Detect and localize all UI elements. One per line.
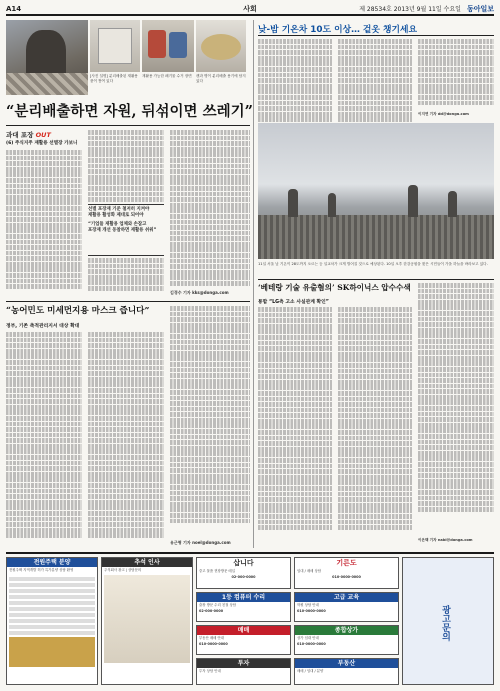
- article-body-col2b: [88, 258, 164, 294]
- pull-quote-box: [88, 204, 164, 256]
- ad-phone: 010-0000-0000: [332, 575, 361, 580]
- photo-caption-3: 캔과 병이 분리배출 용기에 담겨 있다: [196, 74, 246, 83]
- photo-recycled-items: [90, 20, 140, 72]
- pull-quote-line1: 선별 포장재 기준 철저히 지켜야: [88, 207, 150, 212]
- ad-body: 투자 상담 안내: [199, 669, 221, 673]
- article-body-col3: [170, 130, 250, 288]
- article-body-col1: [6, 150, 82, 292]
- ad-title: 투자: [197, 659, 290, 668]
- ad-mall[interactable]: [294, 625, 399, 655]
- divider: [258, 279, 494, 280]
- ad-realestate[interactable]: [294, 658, 399, 685]
- ad-title: 기른도: [336, 559, 357, 567]
- ad-body: 부동산 매매 안내: [199, 636, 225, 640]
- issue-info: 제 28534호 2013년 9월 11일 수요일: [359, 6, 461, 13]
- ad-greeting[interactable]: [101, 557, 193, 685]
- ad-image: [9, 637, 95, 667]
- newspaper-logo: 동아일보: [466, 4, 494, 13]
- ad-phone: 010-0000-0000: [297, 642, 326, 647]
- ad-body: 출장 방문 수리 친절 상담: [199, 603, 237, 607]
- ad-title: 매매: [197, 626, 290, 635]
- ad-title: 전원주택 분양: [7, 558, 97, 567]
- page-number: A14: [6, 4, 22, 13]
- ad-title: 삽니다: [233, 559, 254, 567]
- ad-title: 고급 교육: [295, 593, 398, 602]
- ad-table: [9, 575, 95, 635]
- dust-body-col3: [170, 306, 250, 538]
- dust-body-col2: [88, 332, 164, 547]
- ad-education[interactable]: [294, 592, 399, 622]
- photo-cans: [142, 20, 194, 72]
- main-headline: “분리배출하면 자원, 뒤섞이면 쓰레기”: [6, 103, 253, 120]
- ad-body: 매매 / 임대 / 분양: [297, 669, 324, 673]
- weather-headline: 낮-밤 기온차 10도 이상… 겉옷 챙기세요: [258, 25, 417, 35]
- weather-body-col2: [338, 39, 412, 123]
- page-header: [6, 3, 494, 16]
- section-name: 사회: [243, 4, 257, 13]
- tech-body-col3: [418, 283, 494, 531]
- ad-body: 전원주택 지역개발 허가 특가분양 상담 환영: [9, 568, 74, 572]
- tech-byline: 이은택 기자 nabi@donga.com: [418, 538, 473, 542]
- ad-computer[interactable]: [196, 592, 291, 622]
- series-label: 과대 포장: [6, 131, 34, 139]
- series-title: [6, 130, 51, 139]
- ad-phone: 02-000-0000: [199, 609, 224, 614]
- photo-caption-1: [사진 설명] 분리배출된 재활용품이 쌓여 있다: [90, 74, 138, 83]
- series-out: OUT: [35, 131, 51, 139]
- ad-title: 광고문의: [440, 605, 450, 641]
- dust-body-col1: [6, 332, 82, 547]
- ad-image: [104, 575, 190, 663]
- ad-body: 중고 물품 현장방문 매입: [199, 569, 235, 573]
- ad-body: 학원 상담 안내: [297, 603, 319, 607]
- pull-quote-line3: “기업들 재활용 업체와 손잡고: [88, 222, 147, 227]
- tech-body-col1: [258, 307, 332, 547]
- photo-containers: [196, 20, 246, 72]
- ad-title: 1등 컴퓨터 수리: [197, 593, 290, 602]
- photo-recycling-worker: [6, 20, 88, 95]
- ad-body: 주식회사 광고 | 상담문의: [104, 568, 142, 572]
- tech-body-col2: [338, 307, 412, 547]
- ad-sale[interactable]: [196, 625, 291, 655]
- tech-subhead: 통합 “LG측 고소 사실관계 확인”: [258, 300, 329, 305]
- ad-body: 상가 임대 안내: [297, 636, 319, 640]
- divider: [6, 301, 250, 302]
- pull-quote-line4: 포장재 개선 동참하면 재활용 쉬워”: [88, 228, 157, 233]
- weather-byline: 이지연 기자 dd@donga.com: [418, 112, 469, 116]
- series-subtitle: (6) 주식지주 재활용 선별장 가보니: [6, 141, 78, 146]
- ad-phone: 02-000-0000: [231, 575, 256, 580]
- ad-title: 부동산: [295, 659, 398, 668]
- weather-body-col3: [418, 39, 494, 111]
- ad-phone: 010-0000-0000: [199, 642, 228, 647]
- divider: [6, 125, 250, 126]
- ad-title: 종합상가: [295, 626, 398, 635]
- ad-giro[interactable]: [294, 557, 399, 589]
- main-byline: 김경수 기자 kks@donga.com: [170, 290, 229, 295]
- photo-caption-2: 재활용 가능한 폐기물 수거 장면: [142, 74, 192, 78]
- photo-sky-observatory: [258, 123, 494, 259]
- dust-headline: “농어민도 미세먼지용 마스크 즙니다”: [6, 306, 150, 316]
- ad-title: 추석 인사: [102, 558, 192, 567]
- dust-subhead: 정부, 기존 축적관리지서 대상 확대: [6, 324, 80, 329]
- ad-inquiry[interactable]: [402, 557, 494, 685]
- dust-byline: 유근형 기자 noel@donga.com: [170, 540, 231, 545]
- column-divider: [253, 20, 254, 548]
- ad-house[interactable]: [6, 557, 98, 685]
- ad-buy[interactable]: [196, 557, 291, 589]
- pull-quote-line2: 재활용 활성화 제대로 되어야: [88, 213, 144, 218]
- ad-phone: 010-0000-0000: [297, 609, 326, 614]
- classified-ads-section: [6, 552, 494, 687]
- weather-photo-caption: 11일 서울 낮 기온이 28도까지 오르는 등 일교차가 크게 벌어질 것으로 예상된다. 10일 오후 한강공원을 찾은 시민들이 가을 하늘을 바라보고 있다.: [258, 262, 488, 266]
- divider: [258, 35, 494, 36]
- ad-body: 임대 / 매매 상담: [297, 569, 322, 573]
- tech-headline: ‘베테랑 기술 유출혐의’ SK하이닉스 압수수색: [258, 283, 411, 292]
- weather-body-col1: [258, 39, 332, 123]
- ad-invest[interactable]: [196, 658, 291, 685]
